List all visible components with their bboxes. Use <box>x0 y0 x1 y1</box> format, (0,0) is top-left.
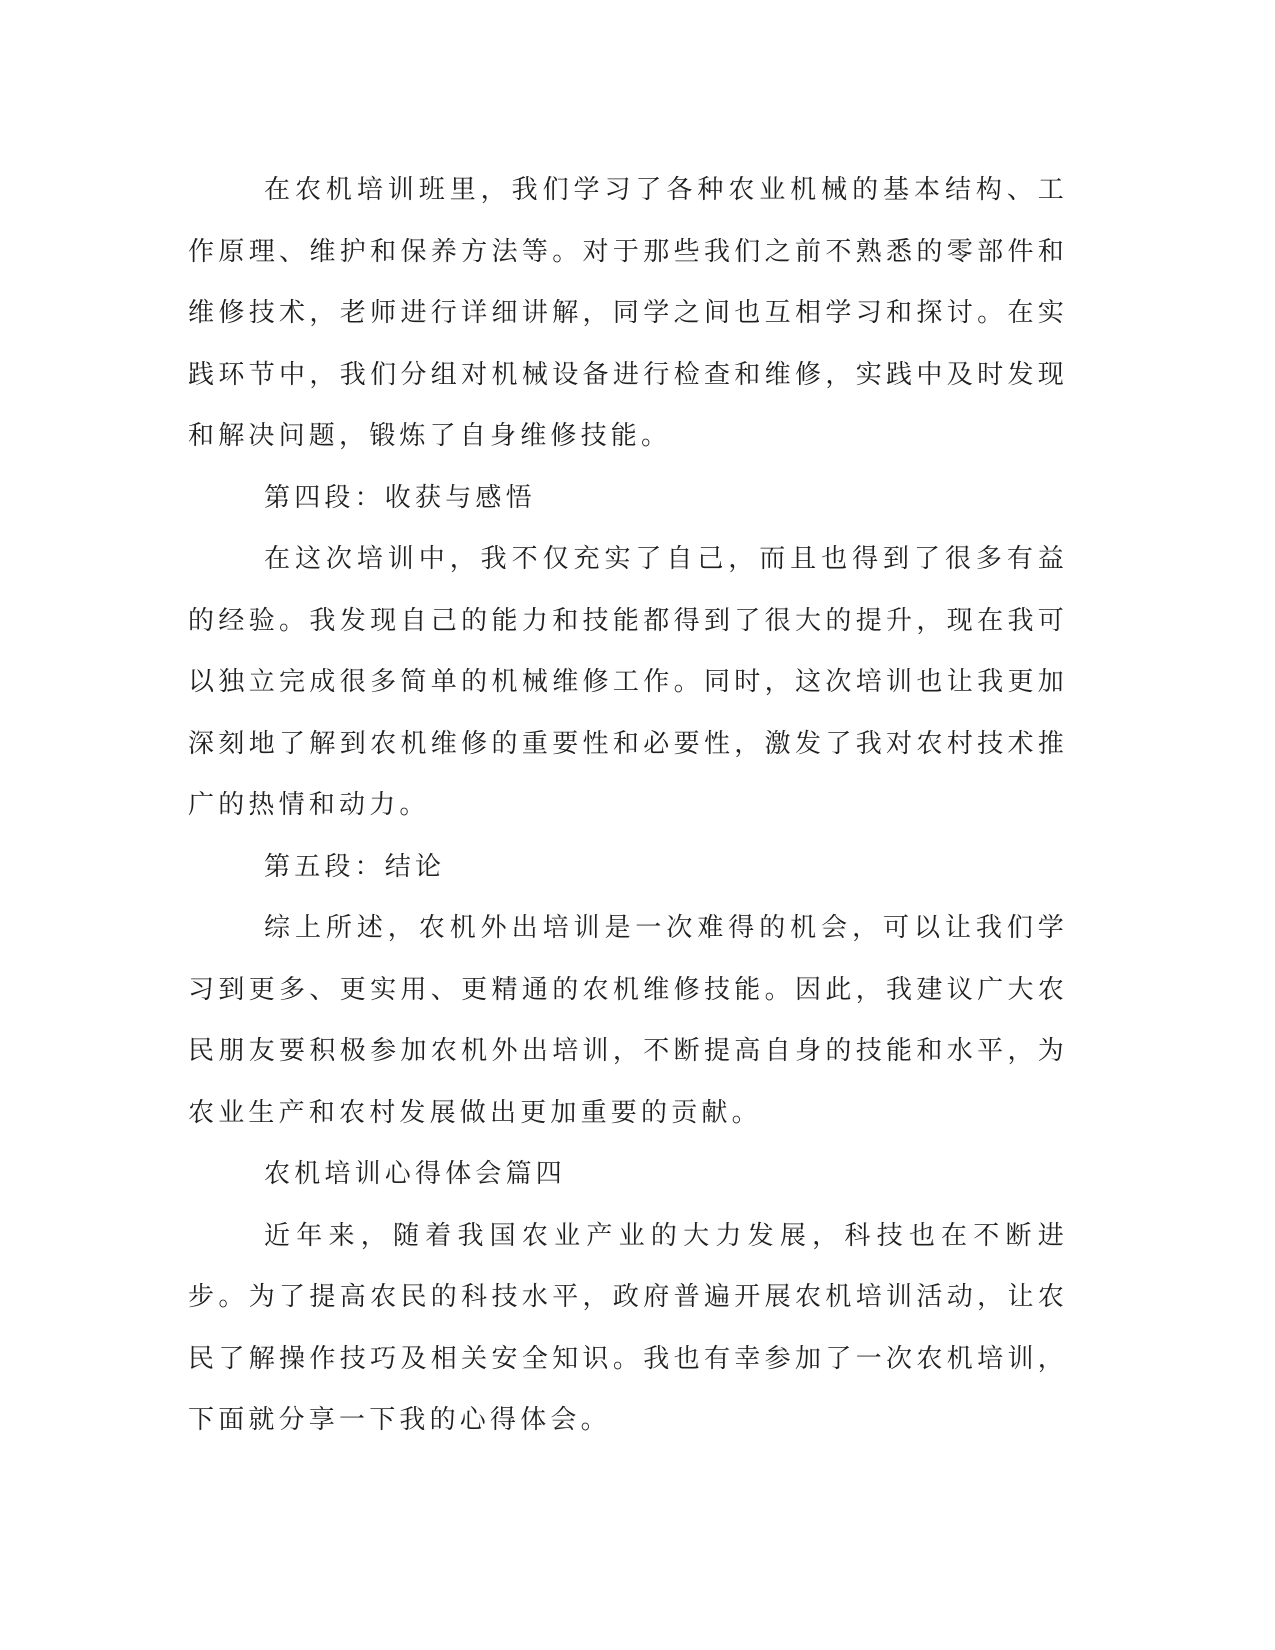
section-heading-5: 第五段：结论 <box>264 851 446 882</box>
paragraph-gains: 在这次培训中，我不仅充实了自己，而且也得到了很多有益的经验。我发现自己的能力和技能都得到了很大的提升，现在我可以独立完成很多简单的机械维修工作。同时，这次培训也让我更加深刻地了解到农机维修的重要性和必要性，激发了我对农村技术推广的热情和动力。 <box>188 544 1068 820</box>
paragraph-conclusion: 综上所述，农机外出培训是一次难得的机会，可以让我们学习到更多、更实用、更精通的农机维修技能。因此，我建议广大农民朋友要积极参加农机外出培训，不断提高自身的技能和水平，为农业生产和农村发展做出更加重要的贡献。 <box>188 913 1068 1128</box>
section-heading-4: 第四段：收获与感悟 <box>264 482 536 513</box>
paragraph-training-content: 在农机培训班里，我们学习了各种农业机械的基本结构、工作原理、维护和保养方法等。对于那些我们之前不熟悉的零部件和维修技术，老师进行详细讲解，同学之间也互相学习和探讨。在实践环节中，我们分组对机械设备进行检查和维修，实践中及时发现和解决问题，锻炼了自身维修技能。 <box>188 175 1068 451</box>
article-title-part-4: 农机培训心得体会篇四 <box>264 1159 567 1189</box>
document-body <box>188 160 1068 1452</box>
paragraph-intro-part-4: 近年来，随着我国农业产业的大力发展，科技也在不断进步。为了提高农民的科技水平，政府普遍开展农机培训活动，让农民了解操作技巧及相关安全知识。我也有幸参加了一次农机培训，下面就分享一下我的心得体会。 <box>188 1220 1068 1435</box>
